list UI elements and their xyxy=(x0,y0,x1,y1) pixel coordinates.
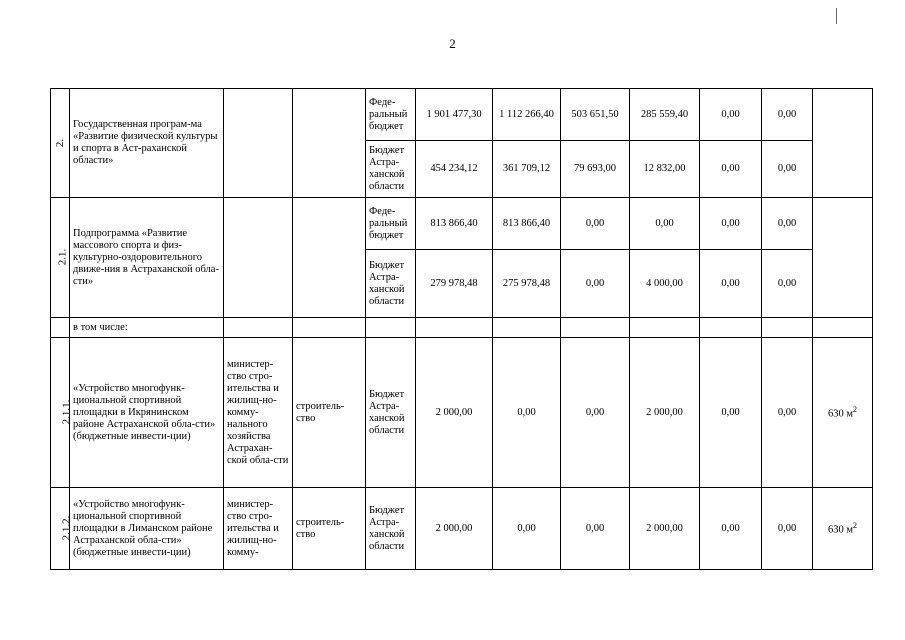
value-cell: 503 651,50 xyxy=(561,89,630,141)
project-name: «Устройство многофунк-циональной спортивной площадки в Лиманском районе Астраханской обла-сти» (бюджетные инвести-ции) xyxy=(70,488,224,570)
value-cell: 0,00 xyxy=(762,89,813,141)
table-row xyxy=(51,89,873,141)
value-cell: 0,00 xyxy=(561,338,630,488)
value-cell: 275 978,48 xyxy=(493,250,561,318)
value-cell: 813 866,40 xyxy=(493,198,561,250)
value-cell: 0,00 xyxy=(762,338,813,488)
executor-cell xyxy=(224,198,293,318)
funding-source: Феде-ральный бюджет xyxy=(366,198,416,250)
subprogram-name: Подпрограмма «Развитие массового спорта и физ-культурно-оздоровительного движе-ния в Астраханской обла-сти» xyxy=(70,198,224,318)
result-unit: 630 $м^2$ xyxy=(813,488,873,570)
value-cell: 0,00 xyxy=(493,488,561,570)
value-cell: 0,00 xyxy=(561,488,630,570)
row-index: 2.1.2. xyxy=(60,515,73,541)
funding-source: Феде-ральный бюджет xyxy=(366,89,416,141)
project-name: «Устройство многофунк-циональной спортивной площадки в Икрянинском районе Астраханской обла-сти» (бюджетные инвести-ции) xyxy=(70,338,224,488)
value-cell: 2 000,00 xyxy=(416,338,493,488)
funding-source: Бюджет Астра-ханской области xyxy=(366,141,416,198)
value-cell: 4 000,00 xyxy=(630,250,700,318)
value-cell: 279 978,48 xyxy=(416,250,493,318)
value-cell: 1 112 266,40 xyxy=(493,89,561,141)
funding-source: Бюджет Астра-ханской области xyxy=(366,488,416,570)
value-cell: 0,00 xyxy=(762,250,813,318)
value-cell: 0,00 xyxy=(700,338,762,488)
value-cell: 1 901 477,30 xyxy=(416,89,493,141)
result-unit: 630 $м^2$ xyxy=(813,338,873,488)
value-cell: 2 000,00 xyxy=(630,338,700,488)
value-cell: 2 000,00 xyxy=(416,488,493,570)
value-cell: 0,00 xyxy=(493,338,561,488)
value-cell: 0,00 xyxy=(700,141,762,198)
value-cell: 0,00 xyxy=(700,488,762,570)
budget-table xyxy=(50,88,873,570)
value-cell: 0,00 xyxy=(762,141,813,198)
including-note: в том числе: xyxy=(70,318,224,338)
table-row xyxy=(51,488,873,570)
value-cell: 0,00 xyxy=(630,198,700,250)
table-row xyxy=(51,198,873,250)
value-cell: 454 234,12 xyxy=(416,141,493,198)
value-cell: 0,00 xyxy=(762,488,813,570)
executor-cell xyxy=(224,89,293,198)
row-index: 2.1.1. xyxy=(60,399,73,425)
value-cell: 0,00 xyxy=(561,198,630,250)
table-row xyxy=(51,318,873,338)
table-row xyxy=(51,338,873,488)
value-cell: 0,00 xyxy=(700,198,762,250)
row-index: 2. xyxy=(54,138,66,147)
funding-source: Бюджет Астра-ханской области xyxy=(366,338,416,488)
funding-source: Бюджет Астра-ханской области xyxy=(366,250,416,318)
page-number: 2 xyxy=(449,36,456,51)
type-cell xyxy=(293,89,366,198)
type-cell xyxy=(293,198,366,318)
value-cell: 813 866,40 xyxy=(416,198,493,250)
unit-cell xyxy=(813,89,873,198)
value-cell: 0,00 xyxy=(700,89,762,141)
unit-cell xyxy=(813,198,873,318)
value-cell: 2 000,00 xyxy=(630,488,700,570)
value-cell: 79 693,00 xyxy=(561,141,630,198)
value-cell: 285 559,40 xyxy=(630,89,700,141)
program-name: Государственная програм-ма «Развитие физической культуры и спорта в Аст-раханской области» xyxy=(70,89,224,198)
value-cell: 361 709,12 xyxy=(493,141,561,198)
scan-mark xyxy=(836,8,837,24)
work-type: строитель-ство xyxy=(293,338,366,488)
value-cell: 0,00 xyxy=(762,198,813,250)
executor: министер-ство стро-ительства и жилищ-но-комму- xyxy=(224,488,293,570)
value-cell: 0,00 xyxy=(561,250,630,318)
executor: министер-ство стро-ительства и жилищ-но-комму-нального хозяйства Астрахан-ской обла-сти xyxy=(224,338,293,488)
work-type: строитель-ство xyxy=(293,488,366,570)
row-index: 2.1. xyxy=(56,248,69,266)
value-cell: 12 832,00 xyxy=(630,141,700,198)
value-cell: 0,00 xyxy=(700,250,762,318)
